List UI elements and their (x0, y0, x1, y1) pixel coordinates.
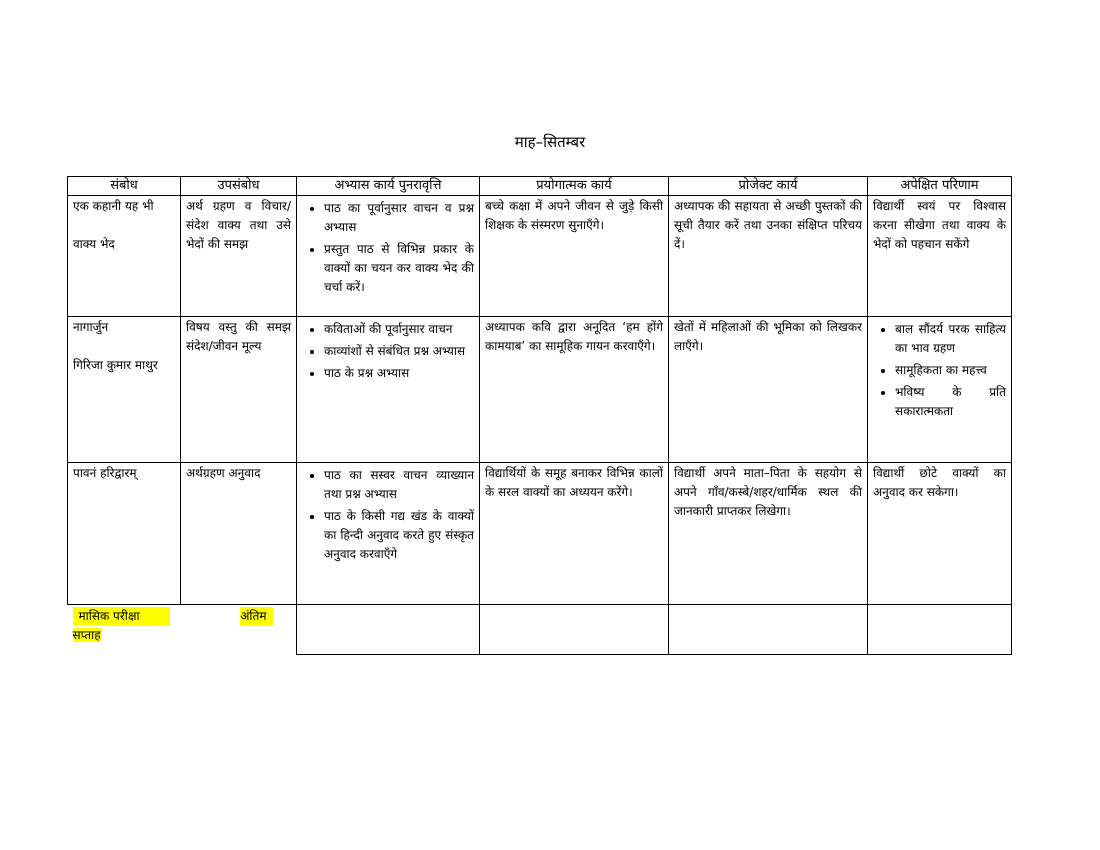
exam-cell (68, 605, 297, 655)
empty-cell (868, 605, 1012, 655)
header-practice: अभ्यास कार्य पुनरावृत्ति (297, 177, 480, 196)
concept-cell (68, 317, 181, 463)
practice-cell (297, 463, 480, 605)
project-cell: खेतों में महिलाओं की भूमिका को लिखकर लाएँगे। (669, 317, 868, 463)
header-subconcept: उपसंबोध (181, 177, 297, 196)
list-item: • पाठ के प्रश्न अभ्यास (324, 364, 474, 383)
experimental-cell: विद्यार्थियों के समूह बनाकर विभिन्न कालों के सरल वाक्यों का अध्ययन करेंगे। (480, 463, 669, 605)
experimental-cell: बच्चे कक्षा में अपने जीवन से जुड़े किसी शिक्षक के संस्मरण सुनाएँगे। (480, 196, 669, 317)
topic-text: पावनं हरिद्वारम् (73, 466, 137, 480)
list-item: • भविष्य के प्रति सकारात्मकता (895, 383, 1006, 421)
table-row (68, 463, 1012, 605)
exam-week-suffix: सप्ताह (72, 628, 101, 642)
header-row (68, 177, 1012, 196)
outcome-cell: विद्यार्थी स्वयं पर विश्वास करना सीखेगा तथा वाक्य के भेदों को पहचान सकेंगे (868, 196, 1012, 317)
list-item: • पाठ का सस्वर वाचन व्याख्यान तथा प्रश्न अभ्यास (324, 466, 474, 504)
table-row (68, 317, 1012, 463)
subconcept-cell: अर्थ ग्रहण व विचार/संदेश वाक्य तथा उसे भेदों की समझ (181, 196, 297, 317)
header-project: प्रोजेक्ट कार्य (669, 177, 868, 196)
topic-text: नागार्जुन (73, 320, 109, 334)
project-cell: अध्यापक की सहायता से अच्छी पुस्तकों की सूची तैयार करें तथा उनका संक्षिप्त परिचय दें। (669, 196, 868, 317)
page-title: माह–सितम्बर (514, 133, 586, 151)
subconcept-cell: विषय वस्तु की समझ संदेश/जीवन मूल्य (181, 317, 297, 463)
header-concept: संबोध (68, 177, 181, 196)
concept-cell (68, 196, 181, 317)
topic-text: गिरिजा कुमार माथुर (73, 358, 158, 372)
empty-cell (480, 605, 669, 655)
list-item: • कविताओं की पूर्वानुसार वाचन (324, 320, 474, 339)
topic-text: वाक्य भेद (73, 237, 115, 251)
list-item: • प्रस्तुत पाठ से विभिन्न प्रकार के वाक्यों का चयन कर वाक्य भेद की चर्चा करें। (324, 240, 474, 297)
exam-week-label: अंतिम (240, 607, 272, 626)
header-experimental: प्रयोगात्मक कार्य (480, 177, 669, 196)
list-item: • बाल सौंदर्य परक साहित्य का भाव ग्रहण (895, 320, 1006, 358)
project-cell: विद्यार्थी अपने माता–पिता के सहयोग से अपने गाँव/कस्बे/शहर/धार्मिक स्थल की जानकारी प्राप्तकर लिखेगा। (669, 463, 868, 605)
empty-cell (669, 605, 868, 655)
outcome-cell: विद्यार्थी छोटे वाक्यों का अनुवाद कर सकेगा। (868, 463, 1012, 605)
lesson-plan-table (67, 176, 1012, 655)
list-item: • पाठ के किसी गद्य खंड के वाक्यों का हिन्दी अनुवाद करते हुए संस्कृत अनुवाद करवाएँगे (324, 507, 474, 564)
header-outcome: अपेक्षित परिणाम (868, 177, 1012, 196)
outcome-cell (868, 317, 1012, 463)
practice-cell (297, 317, 480, 463)
table-row (68, 605, 1012, 655)
exam-label: मासिक परीक्षा (73, 607, 170, 626)
list-item: • पाठ का पूर्वानुसार वाचन व प्रश्न अभ्यास (324, 199, 474, 237)
list-item: • सामूहिकता का महत्त्व (895, 361, 1006, 380)
subconcept-cell: अर्थग्रहण अनुवाद (181, 463, 297, 605)
table-row (68, 196, 1012, 317)
list-item: • काव्यांशों से संबंधित प्रश्न अभ्यास (324, 342, 474, 361)
concept-cell (68, 463, 181, 605)
topic-text: एक कहानी यह भी (73, 199, 154, 213)
experimental-cell: अध्यापक कवि द्वारा अनूदित ‘हम होंगे कामयाब’ का सामूहिक गायन करवाएँगे। (480, 317, 669, 463)
practice-cell (297, 196, 480, 317)
empty-cell (297, 605, 480, 655)
